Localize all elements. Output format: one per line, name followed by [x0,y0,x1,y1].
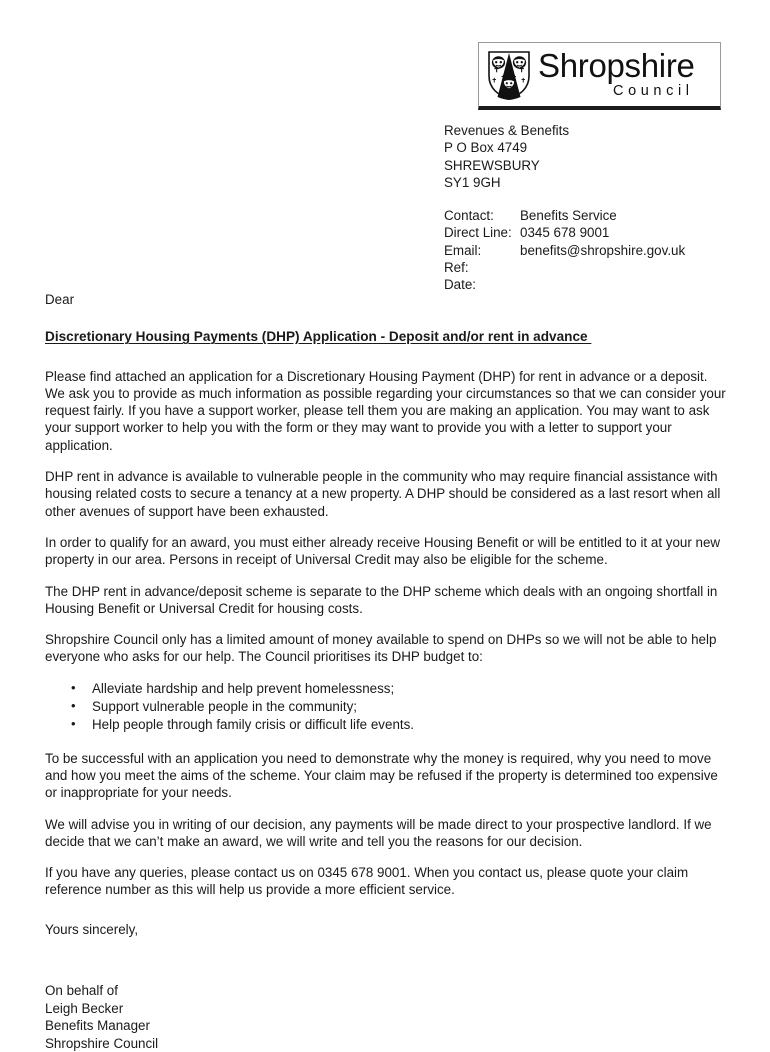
list-item-label: Help people through family crisis or difficult life events. [92,717,415,733]
contact-row-direct-line [444,224,685,241]
paragraph: Shropshire Council only has a limited amount of money available to spend on DHPs so we will not be able to help everyone who asks for our help. The Council prioritises its DHP budget to: [45,632,717,665]
paragraph: DHP rent in advance is available to vulnerable people in the community who may require financial assistance with housing related costs to secure a tenancy at a new property. A DHP should be considered as a last resort when all other avenues of support have been exhausted. [45,469,721,519]
contact-label: Date: [444,277,477,293]
logo-name-council: Council [613,83,694,100]
bullet-icon: • [71,679,76,695]
salutation: Dear [45,292,75,307]
bullet-icon: • [71,716,76,732]
address-line: SHREWSBURY [444,157,540,173]
list-item-label: Alleviate hardship and help prevent homelessness; [92,680,395,696]
contact-label: Contact: [444,208,494,223]
list-item [45,716,727,733]
bullet-icon: • [71,698,76,714]
sender-address-block [444,122,569,191]
contact-row-email [444,242,685,259]
logo-wordmark [538,47,695,100]
list-item [45,680,727,697]
address-line: Revenues & Benefits [444,123,570,138]
contact-details-block [444,207,685,293]
address-line: P O Box 4749 [444,140,528,156]
paragraph: In order to qualify for an award, you must either already receive Housing Benefit or will be entitled to it at your new property in our area. Persons in receipt of Universal Credit may also be eligible for the scheme. [45,534,721,568]
paragraph: We will advise you in writing of our decision, any payments will be made direct to your prospective landlord. If we decide that we can’t make an award, we will write and tell you the reasons for our decision. [45,816,712,849]
contact-row-ref [444,259,685,276]
signature-name: Leigh Becker [45,1000,124,1016]
shropshire-heraldic-shield-icon [487,50,531,100]
letter-title: Discretionary Housing Payments (DHP) Application - Deposit and/or rent in advance [45,329,592,345]
paragraph: Please find attached an application for a Discretionary Housing Payment (DHP) for rent in advance or a deposit. We ask you to provide as much information as possible regarding your circumstances so that we can consider your request fairly. If you have a support worker, please tell them you are making an application. You may want to ask your support worker to help you with the form or they may want to provide you with a letter to support your application. [45,368,726,453]
contact-value: Benefits Service [520,208,617,223]
contact-value: 0345 678 9001 [520,225,610,241]
signature-block [45,982,727,1052]
signature-line: On behalf of [45,983,118,999]
contact-row-contact [444,207,685,224]
shropshire-council-logo [478,42,721,110]
list-item-label: Support vulnerable people in the community; [92,699,357,715]
paragraph: To be successful with an application you need to demonstrate why the money is required, why you need to move and how you meet the aims of the scheme. Your claim may be refused if the property is determined too expensive or inappropriate for your needs. [45,750,718,801]
priority-list [45,680,727,734]
address-line: SY1 9GH [444,174,501,190]
contact-value-email: benefits@shropshire.gov.uk [520,242,686,258]
signature-organisation: Shropshire Council [45,1035,159,1051]
paragraph: If you have any queries, please contact us on 0345 678 9001. When you contact us, please quote your claim reference number as this will help us provide a more efficient service. [45,865,689,898]
contact-label: Direct Line: [444,225,512,241]
signature-title: Benefits Manager [45,1018,150,1034]
contact-label: Email: [444,242,482,258]
sign-off: Yours sincerely, [45,921,139,937]
contact-label: Ref: [444,259,469,275]
list-item [45,698,727,715]
letter-body [45,291,727,1052]
logo-name-shropshire: Shropshire [538,47,695,85]
paragraph: The DHP rent in advance/deposit scheme is separate to the DHP scheme which deals with an ongoing shortfall in Housing Benefit or Universal Credit for housing costs. [45,583,718,616]
